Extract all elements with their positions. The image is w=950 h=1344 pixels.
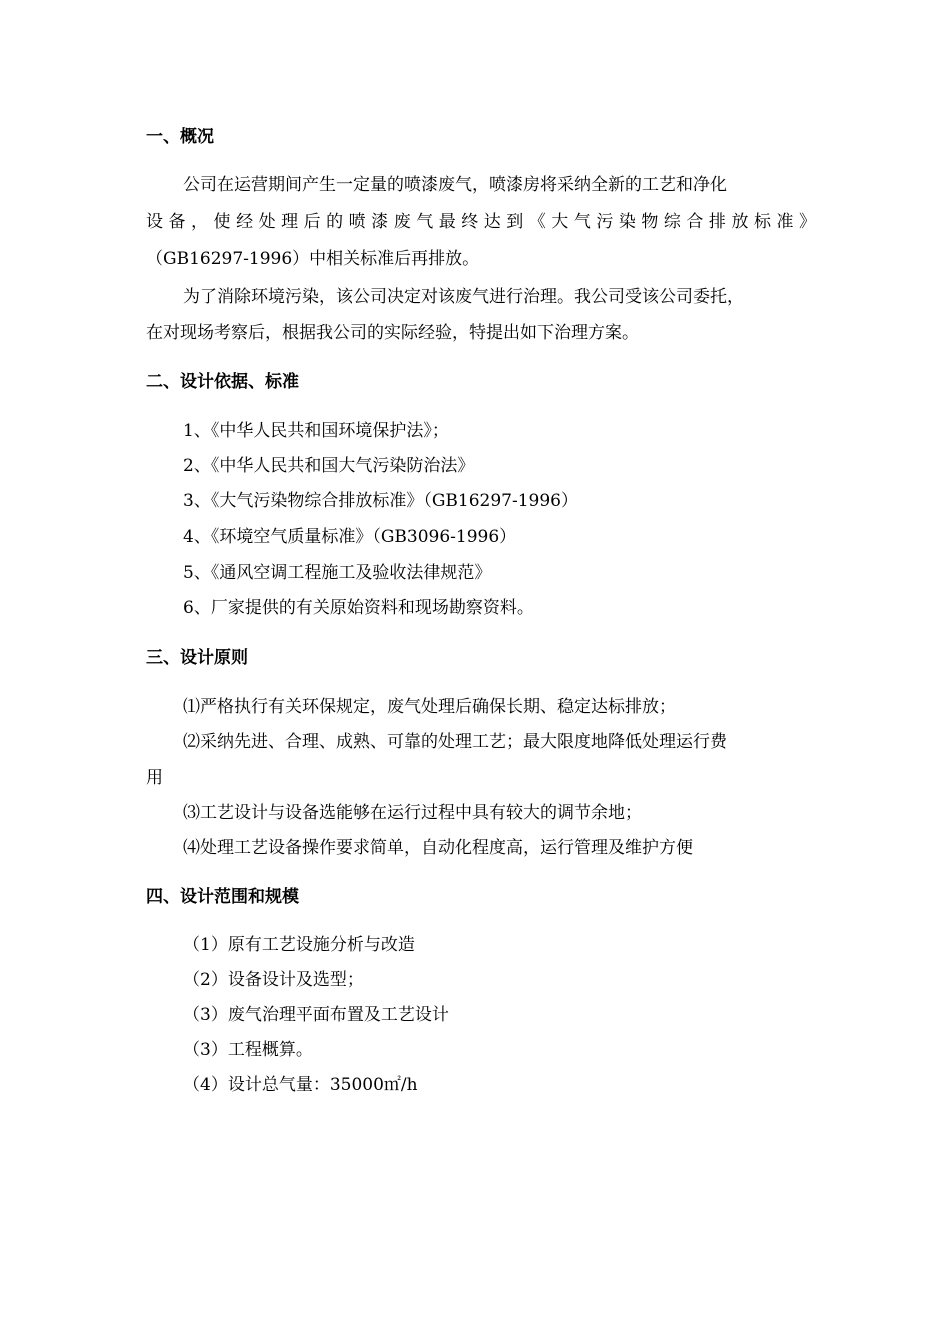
list-item: 2、《中华人民共和国大气污染防治法》 [183,456,475,476]
list-item: 3、《大气污染物综合排放标准》（GB16297-1996） [183,491,578,511]
section-heading-principles: 三、设计原则 [146,648,248,668]
list-item: ⑷处理工艺设备操作要求简单，自动化程度高，运行管理及维护方便 [183,838,693,858]
list-item: （3）废气治理平面布置及工艺设计 [183,1005,449,1025]
list-item: （2）设备设计及选型； [183,970,364,990]
paragraph-line: 为了消除环境污染，该公司决定对该废气进行治理。我公司受该公司委托， [183,287,744,307]
paragraph-line-justified [146,211,816,233]
list-item: 1、《中华人民共和国环境保护法》； [183,421,449,441]
section-heading-basis: 二、设计依据、标准 [146,372,299,392]
paragraph-line-text: 设备，使经处理后的喷漆废气最终达到《大气污染物综合排放标准》 [146,212,816,232]
list-item: 6、厂家提供的有关原始资料和现场勘察资料。 [183,598,534,618]
list-item: 4、《环境空气质量标准》（GB3096-1996） [183,527,517,547]
section-heading-scope: 四、设计范围和规模 [146,887,299,907]
list-item: ⑵采纳先进、合理、成熟、可靠的处理工艺；最大限度地降低处理运行费 [183,732,727,752]
list-item: （4）设计总气量：35000㎡/h [183,1075,418,1095]
list-item: （1）原有工艺设施分析与改造 [183,935,415,955]
paragraph-line: 公司在运营期间产生一定量的喷漆废气，喷漆房将采纳全新的工艺和净化 [183,175,727,195]
list-item: （3）工程概算。 [183,1040,313,1060]
list-item: ⑴严格执行有关环保规定，废气处理后确保长期、稳定达标排放； [183,697,676,717]
section-heading-overview: 一、概况 [146,127,214,147]
list-item-continuation: 用 [146,768,163,788]
paragraph-line: （GB16297-1996）中相关标准后再排放。 [146,249,480,269]
list-item: 5、《通风空调工程施工及验收法律规范》 [183,563,492,583]
paragraph-line: 在对现场考察后，根据我公司的实际经验，特提出如下治理方案。 [146,323,639,343]
list-item: ⑶工艺设计与设备选能够在运行过程中具有较大的调节余地； [183,803,642,823]
